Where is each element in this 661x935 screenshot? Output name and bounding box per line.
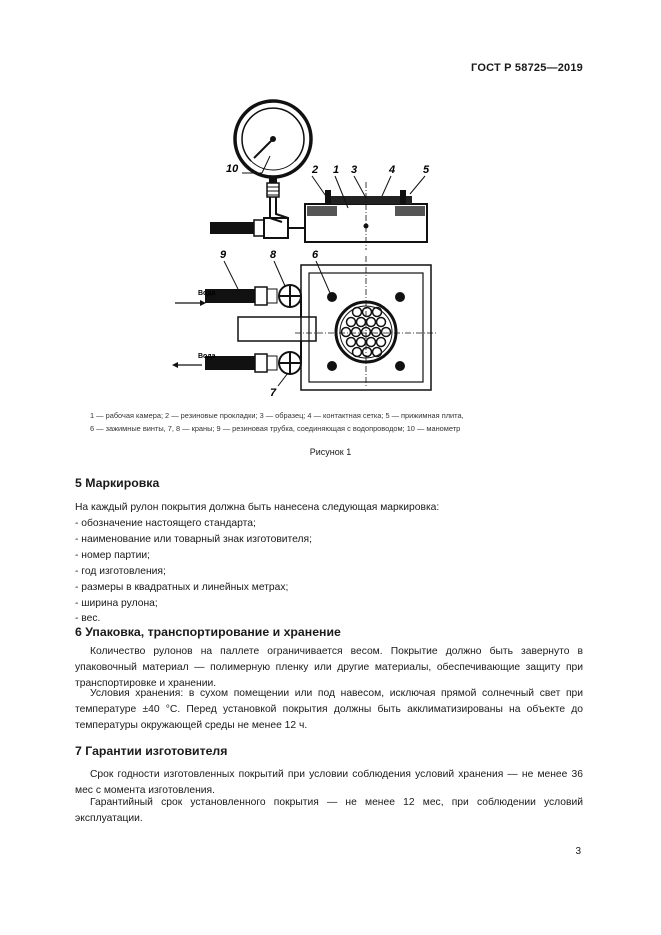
label-10: 10	[226, 163, 239, 175]
label-2: 2	[312, 164, 319, 176]
section-6-paragraph-1: Количество рулонов на паллете ограничивается весом. Покрытие должно быть завернуто в упаковочный материал — полимерную пленку или другие материалы, обеспечивающие защиту при транспортировке и хранении.	[75, 646, 583, 689]
section-6-paragraph-2: Условия хранения: в сухом помещении или под навесом, исключая прямой солнечный свет при температуре ±40 °C. Перед установкой покрытия должны быть акклиматизированы на объекте до температуры окружающей среды не менее 12 ч.	[75, 688, 583, 731]
list-item: - номер партии;	[75, 549, 150, 561]
label-5: 5	[423, 164, 430, 176]
water-in-label: Вода	[198, 290, 216, 297]
water-out-label: Вода	[198, 353, 216, 360]
section-7-paragraph-1: Срок годности изготовленных покрытий при условии соблюдения условий хранения — не менее 36 мес с момента изготовления.	[75, 769, 583, 796]
figure-legend-line-2: 6 — зажимные винты, 7, 8 — краны; 9 — резиновая трубка, соединяющая с водопроводом; 10 — манометр	[90, 424, 461, 433]
marking-list	[75, 516, 312, 627]
label-9: 9	[220, 249, 227, 261]
section-5-intro: На каждый рулон покрытия должна быть нанесена следующая маркировка:	[75, 502, 440, 513]
figure-legend-line-1: 1 — рабочая камера; 2 — резиновые прокладки; 3 — образец; 4 — контактная сетка; 5 — прижимная плита,	[90, 411, 464, 420]
lower-labels	[220, 249, 330, 399]
list-item: - наименование или товарный знак изготовителя;	[75, 533, 312, 545]
standard-header: ГОСТ Р 58725—2019	[471, 62, 583, 74]
valves-and-hoses	[172, 285, 301, 374]
list-item: - размеры в квадратных и линейных метрах;	[75, 581, 289, 593]
label-8: 8	[270, 249, 277, 261]
list-item: - обозначение настоящего стандарта;	[75, 518, 256, 529]
label-3: 3	[351, 164, 358, 176]
label-1: 1	[333, 164, 340, 176]
section-7-title: 7 Гарантии изготовителя	[75, 744, 228, 758]
pressure-gauge	[235, 101, 311, 222]
label-7: 7	[270, 387, 277, 399]
figure-caption: Рисунок 1	[309, 447, 352, 457]
chamber-side-view	[288, 182, 427, 250]
list-item: - год изготовления;	[75, 565, 166, 577]
label-6: 6	[312, 249, 319, 261]
label-4: 4	[389, 164, 396, 176]
list-item: - вес.	[75, 613, 101, 625]
list-item: - ширина рулона;	[75, 597, 158, 609]
section-6-title: 6 Упаковка, транспортирование и хранение	[75, 625, 341, 639]
section-5-title: 5 Маркировка	[75, 476, 160, 490]
test-apparatus-figure	[170, 90, 450, 400]
page-number: 3	[575, 846, 581, 857]
section-7-paragraph-2: Гарантийный срок установленного покрытия — не менее 12 мес, при соблюдении условий эксплуатации.	[75, 797, 583, 824]
